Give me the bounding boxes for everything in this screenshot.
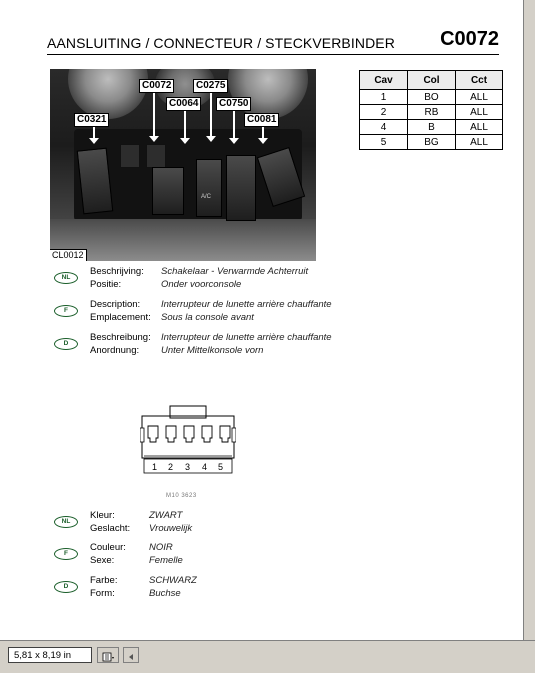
table-cell: 2 [360,105,408,120]
pin-number: 1 [152,462,158,472]
connector-label: C0275 [193,79,228,93]
color-value: SCHWARZ [149,575,197,586]
language-flag-f: F [54,305,78,317]
ac-switch [196,159,222,217]
connector-label: C0750 [216,97,251,111]
switch-blank [120,144,140,168]
language-flag-d: D [54,581,78,593]
description-label: Description: [90,299,141,310]
position-value: Unter Mittelkonsole vorn [161,345,264,356]
table-cell: ALL [456,90,503,105]
description-value: Interrupteur de lunette arrière chauffante [161,332,332,343]
position-label: Emplacement: [90,312,151,323]
gender-label: Sexe: [90,555,115,566]
table-cell: RB [408,105,456,120]
position-value: Sous la console avant [161,312,254,323]
gender-label: Geslacht: [90,523,131,534]
cavity-table [359,70,503,150]
page-layout-icon [102,652,114,662]
connector-label: C0321 [74,113,109,127]
table-cell: 4 [360,120,408,135]
position-label: Positie: [90,279,122,290]
page-title: AANSLUITING / CONNECTEUR / STECKVERBINDER [47,35,395,51]
connector-label: C0072 [139,79,174,93]
language-flag-nl: NL [54,272,78,284]
color-label: Kleur: [90,510,115,521]
scroll-left-button[interactable] [123,647,139,663]
rear-defrost-switch [226,155,256,221]
pointer-arrow [233,109,235,139]
pin-number: 5 [218,462,224,472]
pointer-arrow [93,127,95,139]
color-value: ZWART [149,510,183,521]
color-value: NOIR [149,542,173,553]
table-cell: ALL [456,105,503,120]
description-value: Schakelaar - Verwarmde Achterruit [161,266,309,277]
gender-label: Form: [90,588,115,599]
image-code: CL0012 [50,249,87,261]
connector-label: C0081 [244,113,279,127]
language-flag-nl: NL [54,516,78,528]
table-header: Col [408,71,456,90]
pointer-arrow [262,127,264,139]
position-value: Onder voorconsole [161,279,242,290]
description-value: Interrupteur de lunette arrière chauffante [161,299,332,310]
language-flag-f: F [54,548,78,560]
position-label: Anordnung: [90,345,140,356]
fog-light-switch [152,167,184,215]
table-cell: 1 [360,90,408,105]
pin-number: 4 [202,462,208,472]
table-header: Cav [360,71,408,90]
connector-label: C0064 [166,97,201,111]
table-cell: BG [408,135,456,150]
arrow-left-icon [127,653,135,661]
connector-face-diagram [140,404,236,476]
connector-code: C0072 [440,28,499,50]
page-size-readout: 5,81 x 8,19 in [8,647,92,663]
table-cell: ALL [456,120,503,135]
air-vent-right [228,69,308,119]
table-header-row [360,71,503,90]
color-label: Couleur: [90,542,126,553]
pointer-arrow [153,91,155,137]
table-row [360,105,503,120]
table-row [360,135,503,150]
table-cell: BO [408,90,456,105]
color-label: Farbe: [90,575,118,586]
pin-number: 3 [185,462,191,472]
table-cell: 5 [360,135,408,150]
pointer-arrow [210,91,212,137]
air-vent-left [68,69,148,119]
language-flag-d: D [54,338,78,350]
status-bar [0,640,535,673]
console-lower [50,219,316,261]
description-label: Beschrijving: [90,266,144,277]
page-layout-menu-button[interactable] [97,647,119,663]
page-title-bar [47,28,499,55]
gender-value: Femelle [149,555,183,566]
table-cell: ALL [456,135,503,150]
switch-blank [146,144,166,168]
ac-switch-label: A/C [201,194,212,200]
gender-value: Buchse [149,588,181,599]
connector-location-photo [50,69,316,261]
pointer-arrow [184,109,186,139]
description-label: Beschreibung: [90,332,151,343]
table-row [360,120,503,135]
vertical-scrollbar[interactable] [523,0,535,640]
pin-number: 2 [168,462,174,472]
table-row [360,90,503,105]
gender-value: Vrouwelijk [149,523,193,534]
table-cell: B [408,120,456,135]
diagram-caption: M10 3623 [166,493,197,499]
table-header: Cct [456,71,503,90]
